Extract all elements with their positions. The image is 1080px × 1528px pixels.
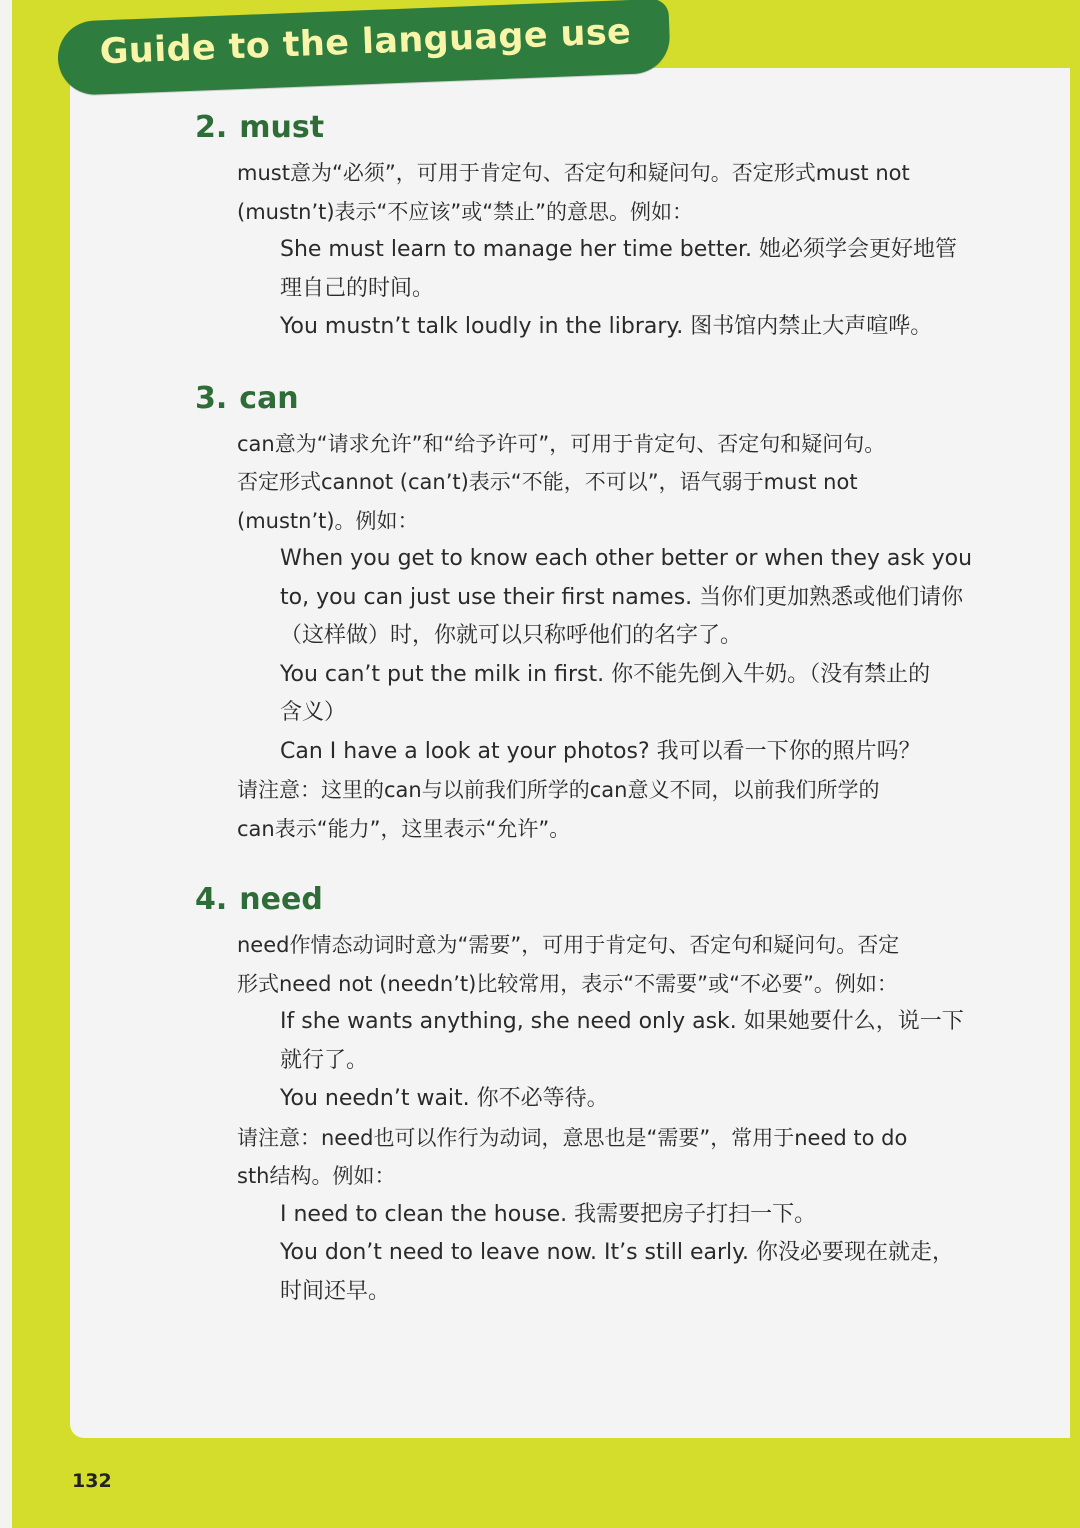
- section-title: need: [239, 882, 323, 917]
- section-must: [195, 108, 975, 347]
- example-line: You can’t put the milk in first. 你不能先倒入牛奶。（没有禁止的: [280, 661, 931, 687]
- note-line: 请注意：这里的can与以前我们所学的can意义不同，以前我们所学的: [237, 778, 880, 802]
- section-heading: [195, 880, 975, 920]
- section-number: 4.: [195, 882, 228, 917]
- example-line: 理自己的时间。: [280, 275, 435, 301]
- example-line: 时间还早。: [280, 1278, 391, 1304]
- example-line: to, you can just use their first names. 当你们更加熟悉或他们请你: [280, 584, 964, 610]
- body-line: (mustn’t)。例如：: [237, 508, 419, 533]
- note-line: sth结构。例如：: [237, 1164, 396, 1188]
- example-line: （这样做）时，你就可以只称呼他们的名字了。: [280, 623, 743, 648]
- example-line: 含义）: [280, 700, 347, 725]
- page-edge: [0, 0, 12, 1528]
- body-line: need作情态动词时意为“需要”，可用于肯定句、否定句和疑问句。否定: [237, 933, 900, 957]
- section-heading: [195, 379, 975, 419]
- example-line: She must learn to manage her time better. 她必须学会更好地管: [280, 237, 958, 262]
- example-line: You mustn’t talk loudly in the library. 图书馆内禁止大声喧哗。: [280, 314, 933, 339]
- body-line: must意为“必须”，可用于肯定句、否定句和疑问句。否定形式must not: [237, 161, 910, 185]
- main-content: [195, 108, 975, 1311]
- body-line: (mustn’t)表示“不应该”或“禁止”的意思。例如：: [237, 199, 694, 224]
- page-title: Guide to the language use: [99, 11, 632, 73]
- section-need: [195, 880, 975, 1311]
- section-number: 3.: [195, 380, 228, 416]
- body-line: 形式need not (needn’t)比较常用，表示“不需要”或“不必要”。例如：: [237, 971, 898, 996]
- section-title: can: [239, 380, 299, 416]
- example-line: Can I have a look at your photos? 我可以看一下你的照片吗？: [280, 738, 921, 764]
- section-heading: [195, 108, 975, 148]
- example-line: 就行了。: [280, 1047, 369, 1073]
- example-line: You needn’t wait. 你不必等待。: [280, 1086, 609, 1111]
- note-line: 请注意：need也可以作行为动词，意思也是“需要”，常用于need to do: [237, 1125, 908, 1150]
- example-line: If she wants anything, she need only ask. 如果她要什么，说一下: [280, 1009, 964, 1034]
- note-line: can表示“能力”，这里表示“允许”。: [237, 816, 571, 841]
- body-line: 否定形式cannot (can’t)表示“不能，不可以”，语气弱于must not: [237, 470, 858, 494]
- body-line: can意为“请求允许”和“给予许可”，可用于肯定句、否定句和疑问句。: [237, 431, 886, 456]
- example-line: You don’t need to leave now. It’s still early. 你没必要现在就走，: [280, 1240, 955, 1265]
- section-title: must: [239, 110, 325, 145]
- example-line: When you get to know each other better or when they ask you: [280, 546, 973, 571]
- section-number: 2.: [195, 110, 228, 145]
- example-line: I need to clean the house. 我需要把房子打扫一下。: [280, 1201, 817, 1227]
- page-number: 132: [72, 1470, 112, 1492]
- section-can: [195, 379, 975, 849]
